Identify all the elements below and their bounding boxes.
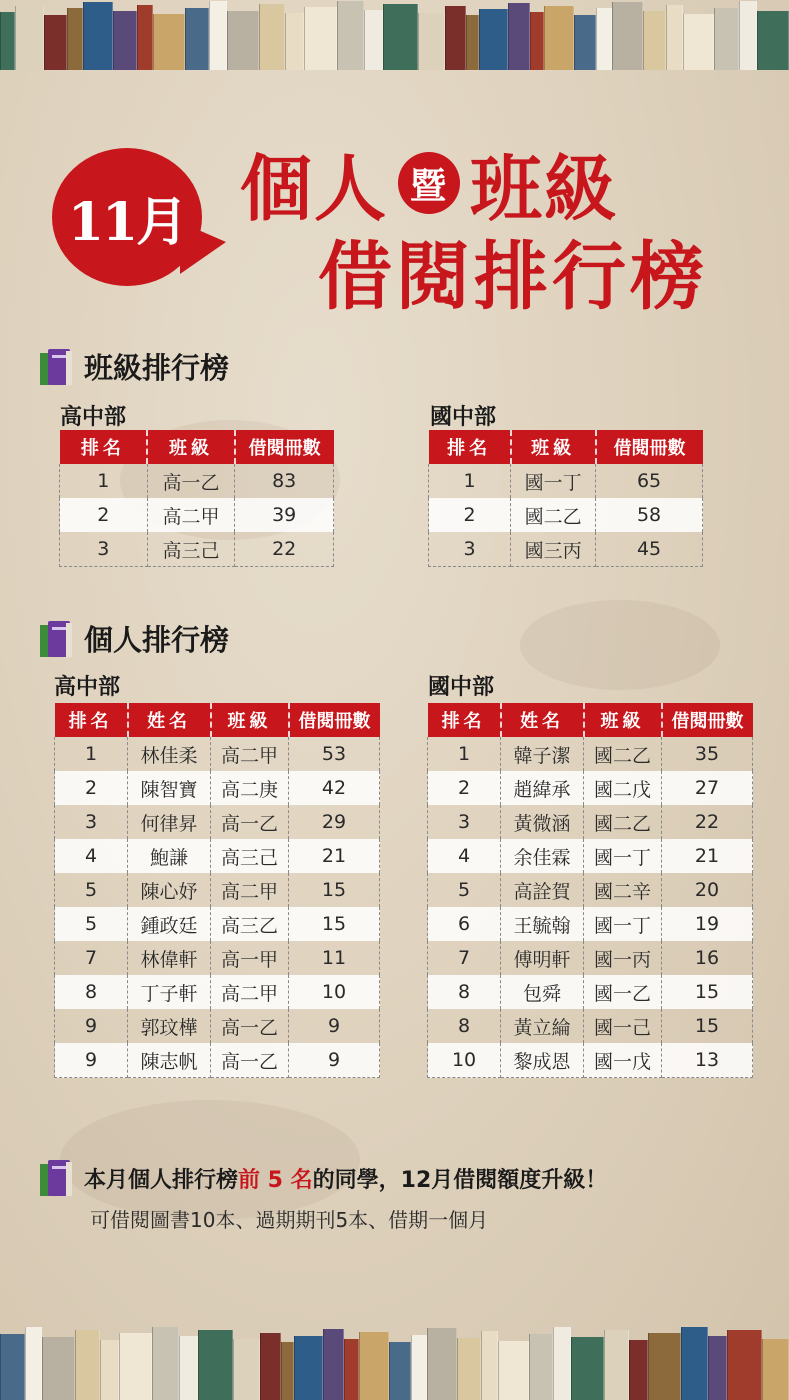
table-cell: 王毓翰 xyxy=(501,907,584,941)
table-cell: 35 xyxy=(662,737,753,771)
table-cell: 15 xyxy=(289,873,380,907)
book-spine xyxy=(529,1334,554,1400)
book-spine xyxy=(0,12,15,70)
book-spine xyxy=(498,1341,529,1400)
book-spine xyxy=(198,1330,232,1400)
table-cell: 2 xyxy=(428,771,501,805)
table-cell: 高一乙 xyxy=(211,805,289,839)
table-cell: 27 xyxy=(662,771,753,805)
table-cell: 9 xyxy=(289,1009,380,1043)
table-cell: 鍾政廷 xyxy=(128,907,211,941)
table-cell: 21 xyxy=(289,839,380,873)
table-cell: 10 xyxy=(428,1043,501,1078)
paper-texture xyxy=(520,600,720,690)
book-spine xyxy=(714,8,739,70)
top-bookshelf-decoration xyxy=(0,0,789,70)
book-spine xyxy=(466,15,480,70)
column-header: 排名 xyxy=(429,430,511,464)
table-cell: 45 xyxy=(596,532,703,567)
table-cell: 22 xyxy=(662,805,753,839)
table-row xyxy=(60,498,334,532)
table-cell: 1 xyxy=(429,464,511,498)
table-cell: 9 xyxy=(55,1043,128,1078)
column-header: 姓名 xyxy=(128,703,211,737)
book-spine xyxy=(25,1327,43,1400)
table-cell: 國一丙 xyxy=(584,941,662,975)
table-cell: 高二甲 xyxy=(211,737,289,771)
book-spine xyxy=(596,8,612,70)
column-header: 班級 xyxy=(511,430,596,464)
column-header: 借閱冊數 xyxy=(289,703,380,737)
book-spine xyxy=(323,1329,345,1400)
book-spine xyxy=(179,1336,199,1400)
table-cell: 余佳霖 xyxy=(501,839,584,873)
table-header-row xyxy=(55,703,380,737)
column-header: 班級 xyxy=(147,430,235,464)
book-spine xyxy=(427,1328,457,1400)
table-row xyxy=(60,532,334,567)
notice-detail: 可借閱圖書10本、過期期刊5本、借期一個月 xyxy=(90,1208,489,1232)
notice-text-before: 本月個人排行榜 xyxy=(84,1167,239,1193)
table-cell: 5 xyxy=(55,907,128,941)
table-row xyxy=(55,771,380,805)
personal-ranking-title: 個人排行榜 xyxy=(84,623,230,657)
book-spine xyxy=(739,1,757,70)
table-cell: 7 xyxy=(428,941,501,975)
table-cell: 高二庚 xyxy=(211,771,289,805)
table-cell: 20 xyxy=(662,873,753,907)
book-spine xyxy=(281,1342,295,1400)
table-cell: 陳心妤 xyxy=(128,873,211,907)
book-spine xyxy=(233,1339,260,1400)
book-spine xyxy=(683,14,714,70)
book-spine xyxy=(629,1340,648,1400)
book-spine xyxy=(411,1335,427,1400)
table-cell: 6 xyxy=(428,907,501,941)
personal-junior-table xyxy=(427,703,753,1078)
table-cell: 8 xyxy=(428,975,501,1009)
table-cell: 4 xyxy=(428,839,501,873)
table-cell: 1 xyxy=(428,737,501,771)
table-row xyxy=(55,873,380,907)
table-cell: 5 xyxy=(428,873,501,907)
book-spine xyxy=(553,1327,571,1400)
table-cell: 1 xyxy=(60,464,148,498)
book-spine xyxy=(571,1337,603,1400)
book-spine xyxy=(681,1327,708,1400)
book-spine xyxy=(666,5,683,70)
book-stack-icon xyxy=(40,1160,74,1196)
book-spine xyxy=(227,11,259,71)
table-cell: 韓子潔 xyxy=(501,737,584,771)
table-cell: 2 xyxy=(60,498,148,532)
table-cell: 3 xyxy=(60,532,148,567)
table-cell: 65 xyxy=(596,464,703,498)
table-row xyxy=(428,873,753,907)
table-row xyxy=(428,805,753,839)
table-row xyxy=(428,975,753,1009)
class-senior-table xyxy=(59,430,334,567)
column-header: 姓名 xyxy=(501,703,584,737)
table-cell: 國二辛 xyxy=(584,873,662,907)
table-row xyxy=(55,907,380,941)
table-cell: 黃立綸 xyxy=(501,1009,584,1043)
book-spine xyxy=(42,1337,74,1400)
table-header-row xyxy=(428,703,753,737)
table-cell: 3 xyxy=(429,532,511,567)
table-cell: 郭玟樺 xyxy=(128,1009,211,1043)
column-header: 借閱冊數 xyxy=(662,703,753,737)
column-header: 借閱冊數 xyxy=(235,430,334,464)
book-spine xyxy=(481,1331,498,1400)
table-cell: 高三己 xyxy=(147,532,235,567)
table-row xyxy=(55,805,380,839)
book-spine xyxy=(612,2,642,70)
table-cell: 39 xyxy=(235,498,334,532)
title-class: 班級 xyxy=(470,147,619,231)
class-junior-table xyxy=(428,430,703,567)
table-cell: 國二戊 xyxy=(584,771,662,805)
table-cell: 國二乙 xyxy=(584,805,662,839)
class-senior-dept: 高中部 xyxy=(60,405,127,430)
book-spine xyxy=(44,15,67,70)
book-spine xyxy=(648,1333,681,1400)
table-cell: 高三己 xyxy=(211,839,289,873)
book-spine xyxy=(383,4,417,71)
table-cell: 3 xyxy=(55,805,128,839)
table-cell: 16 xyxy=(662,941,753,975)
table-row xyxy=(429,464,703,498)
table-cell: 陳智寶 xyxy=(128,771,211,805)
table-cell: 58 xyxy=(596,498,703,532)
table-cell: 2 xyxy=(429,498,511,532)
book-spine xyxy=(359,1332,388,1400)
table-cell: 高一乙 xyxy=(147,464,235,498)
book-stack-icon xyxy=(40,349,74,385)
personal-ranking-heading xyxy=(40,618,229,659)
table-cell: 林佳柔 xyxy=(128,737,211,771)
table-row xyxy=(55,839,380,873)
bottom-bookshelf-decoration xyxy=(0,1326,789,1400)
book-spine xyxy=(209,1,227,70)
book-spine xyxy=(544,6,573,70)
table-cell: 53 xyxy=(289,737,380,771)
personal-junior-dept: 國中部 xyxy=(428,675,495,700)
table-cell: 21 xyxy=(662,839,753,873)
book-spine xyxy=(113,11,137,70)
book-spine xyxy=(153,14,184,70)
book-spine xyxy=(445,6,466,70)
book-spine xyxy=(119,1333,152,1400)
class-ranking-title: 班級排行榜 xyxy=(84,351,230,385)
personal-senior-dept: 高中部 xyxy=(54,675,121,700)
table-cell: 林偉軒 xyxy=(128,941,211,975)
table-cell: 15 xyxy=(662,1009,753,1043)
book-spine xyxy=(389,1342,412,1400)
book-spine xyxy=(574,15,597,70)
column-header: 排名 xyxy=(55,703,128,737)
column-header: 借閱冊數 xyxy=(596,430,703,464)
table-row xyxy=(55,1043,380,1078)
table-cell: 丁子軒 xyxy=(128,975,211,1009)
table-cell: 1 xyxy=(55,737,128,771)
table-row xyxy=(428,1009,753,1043)
table-cell: 何律昇 xyxy=(128,805,211,839)
table-cell: 8 xyxy=(428,1009,501,1043)
book-spine xyxy=(259,4,285,70)
table-row xyxy=(55,1009,380,1043)
table-cell: 3 xyxy=(428,805,501,839)
book-spine xyxy=(364,10,384,70)
table-cell: 國一戊 xyxy=(584,1043,662,1078)
book-spine xyxy=(15,6,44,70)
title-connector: 暨 xyxy=(398,152,460,214)
table-cell: 國一丁 xyxy=(511,464,596,498)
table-cell: 4 xyxy=(55,839,128,873)
table-cell: 9 xyxy=(55,1009,128,1043)
notice-highlight: 前 5 名 xyxy=(238,1167,313,1193)
table-cell: 高三乙 xyxy=(211,907,289,941)
table-cell: 5 xyxy=(55,873,128,907)
table-cell: 15 xyxy=(289,907,380,941)
month-label: 11月 xyxy=(67,191,187,253)
book-spine xyxy=(67,8,83,70)
book-spine xyxy=(643,11,667,70)
table-cell: 9 xyxy=(289,1043,380,1078)
table-cell: 11 xyxy=(289,941,380,975)
book-spine xyxy=(304,7,337,70)
column-header: 班級 xyxy=(211,703,289,737)
book-spine xyxy=(260,1333,281,1400)
table-cell: 國一乙 xyxy=(584,975,662,1009)
table-cell: 高二甲 xyxy=(211,975,289,1009)
table-cell: 高一乙 xyxy=(211,1043,289,1078)
table-row xyxy=(429,498,703,532)
table-row xyxy=(55,737,380,771)
book-spine xyxy=(708,1336,728,1400)
page-title-line2: 借閱排行榜 xyxy=(318,234,708,320)
book-spine xyxy=(757,11,789,71)
book-stack-icon xyxy=(40,621,74,657)
book-spine xyxy=(137,5,154,70)
book-spine xyxy=(727,1330,761,1400)
table-cell: 7 xyxy=(55,941,128,975)
table-row xyxy=(428,907,753,941)
book-spine xyxy=(604,1330,630,1400)
table-row xyxy=(429,532,703,567)
table-cell: 鮑謙 xyxy=(128,839,211,873)
table-row xyxy=(55,975,380,1009)
book-spine xyxy=(75,1330,101,1400)
notice-text-after: 的同學，12月借閱額度升級！ xyxy=(312,1167,608,1193)
class-junior-dept: 國中部 xyxy=(430,405,497,430)
column-header: 班級 xyxy=(584,703,662,737)
table-header-row xyxy=(429,430,703,464)
notice-line xyxy=(40,1160,607,1196)
book-spine xyxy=(508,3,530,70)
table-cell: 高一乙 xyxy=(211,1009,289,1043)
book-spine xyxy=(294,1336,322,1400)
table-cell: 高二甲 xyxy=(211,873,289,907)
table-row xyxy=(428,1043,753,1078)
table-cell: 10 xyxy=(289,975,380,1009)
table-cell: 黃微涵 xyxy=(501,805,584,839)
table-cell: 19 xyxy=(662,907,753,941)
table-cell: 包舜 xyxy=(501,975,584,1009)
table-cell: 國一丁 xyxy=(584,907,662,941)
table-cell: 13 xyxy=(662,1043,753,1078)
book-spine xyxy=(0,1334,25,1400)
table-cell: 42 xyxy=(289,771,380,805)
class-ranking-heading xyxy=(40,346,229,387)
table-row xyxy=(428,737,753,771)
table-cell: 傅明軒 xyxy=(501,941,584,975)
book-spine xyxy=(152,1327,179,1400)
book-spine xyxy=(479,9,507,70)
table-row xyxy=(60,464,334,498)
table-cell: 國二乙 xyxy=(584,737,662,771)
table-row xyxy=(428,771,753,805)
table-cell: 15 xyxy=(662,975,753,1009)
table-cell: 國二乙 xyxy=(511,498,596,532)
personal-senior-table xyxy=(54,703,380,1078)
table-cell: 陳志帆 xyxy=(128,1043,211,1078)
table-cell: 22 xyxy=(235,532,334,567)
book-spine xyxy=(285,13,304,70)
book-spine xyxy=(457,1338,481,1400)
column-header: 排名 xyxy=(428,703,501,737)
book-spine xyxy=(762,1339,789,1400)
table-cell: 趙緯承 xyxy=(501,771,584,805)
book-spine xyxy=(83,2,113,70)
table-cell: 國三丙 xyxy=(511,532,596,567)
table-cell: 高詮賀 xyxy=(501,873,584,907)
table-row xyxy=(55,941,380,975)
table-cell: 高二甲 xyxy=(147,498,235,532)
table-row xyxy=(428,839,753,873)
book-spine xyxy=(344,1339,359,1400)
table-cell: 高一甲 xyxy=(211,941,289,975)
table-cell: 83 xyxy=(235,464,334,498)
book-spine xyxy=(185,8,210,70)
table-row xyxy=(428,941,753,975)
table-header-row xyxy=(60,430,334,464)
table-cell: 2 xyxy=(55,771,128,805)
table-cell: 黎成恩 xyxy=(501,1043,584,1078)
page-title-line1 xyxy=(240,140,619,231)
book-spine xyxy=(530,12,545,70)
table-cell: 國一己 xyxy=(584,1009,662,1043)
table-cell: 29 xyxy=(289,805,380,839)
book-spine xyxy=(100,1340,119,1400)
book-spine xyxy=(337,1,364,70)
table-cell: 國一丁 xyxy=(584,839,662,873)
table-cell: 8 xyxy=(55,975,128,1009)
book-spine xyxy=(418,13,446,70)
title-personal: 個人 xyxy=(240,147,389,231)
column-header: 排名 xyxy=(60,430,148,464)
